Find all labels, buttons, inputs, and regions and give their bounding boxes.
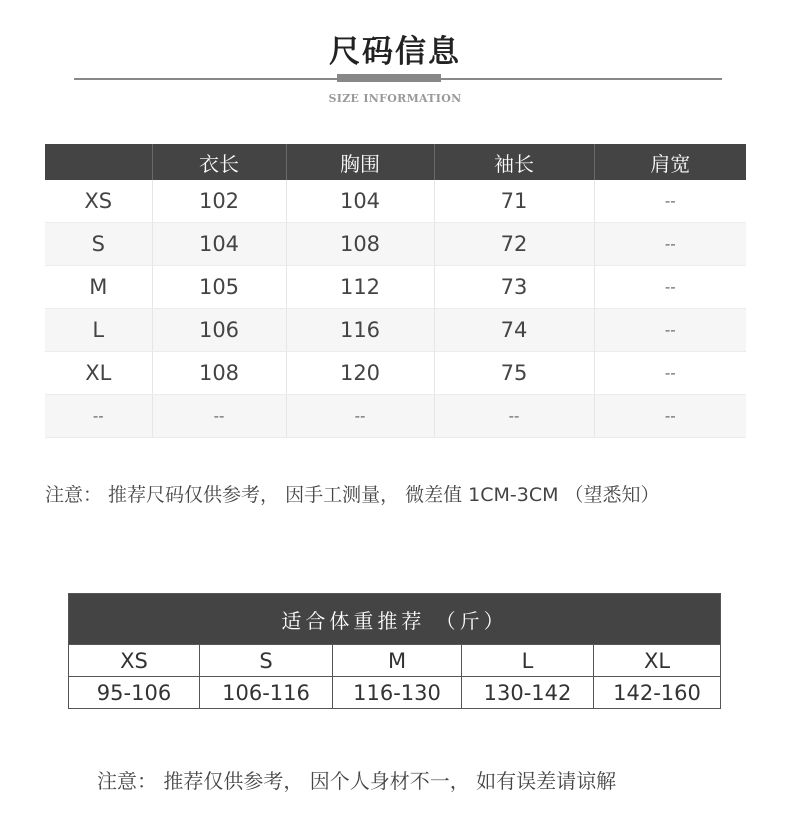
- table-row: [45, 395, 746, 438]
- table-cell: 75: [434, 352, 594, 395]
- table-cell: S: [45, 223, 152, 266]
- weight-size-cell: L: [462, 645, 594, 677]
- table-cell: 112: [286, 266, 434, 309]
- table-cell: XS: [45, 180, 152, 223]
- column-header-sleeve: 袖长: [434, 144, 594, 180]
- weight-size-cell: XS: [69, 645, 200, 677]
- weight-size-cell: M: [333, 645, 462, 677]
- table-cell: --: [594, 180, 746, 223]
- title-divider-accent: [337, 74, 441, 82]
- table-cell: 105: [152, 266, 286, 309]
- table-cell: 104: [152, 223, 286, 266]
- table-cell: L: [45, 309, 152, 352]
- page-subtitle: SIZE INFORMATION: [328, 92, 462, 105]
- weight-table-title: 适合体重推荐 （斤）: [69, 594, 721, 645]
- table-cell: 73: [434, 266, 594, 309]
- weight-size-cell: S: [200, 645, 333, 677]
- weight-range-cell: 130-142: [462, 677, 594, 709]
- weight-size-row: [69, 645, 721, 677]
- size-table: [45, 144, 746, 438]
- table-row: [45, 266, 746, 309]
- table-cell: --: [152, 395, 286, 438]
- table-cell: 102: [152, 180, 286, 223]
- weight-table: [68, 593, 721, 709]
- table-cell: 72: [434, 223, 594, 266]
- table-cell: --: [594, 309, 746, 352]
- column-header-size: [45, 144, 152, 180]
- table-row: [45, 352, 746, 395]
- weight-size-cell: XL: [594, 645, 721, 677]
- table-cell: 108: [152, 352, 286, 395]
- column-header-chest: 胸围: [286, 144, 434, 180]
- column-header-length: 衣长: [152, 144, 286, 180]
- table-cell: 71: [434, 180, 594, 223]
- weight-range-row: [69, 677, 721, 709]
- weight-range-cell: 142-160: [594, 677, 721, 709]
- column-header-shoulder: 肩宽: [594, 144, 746, 180]
- table-cell: --: [286, 395, 434, 438]
- table-cell: --: [594, 352, 746, 395]
- table-cell: --: [45, 395, 152, 438]
- size-note: 注意： 推荐尺码仅供参考， 因手工测量， 微差值 1CM-3CM （望悉知）: [45, 484, 660, 506]
- table-cell: 104: [286, 180, 434, 223]
- weight-range-cell: 106-116: [200, 677, 333, 709]
- table-cell: --: [594, 266, 746, 309]
- weight-note: 注意： 推荐仅供参考， 因个人身材不一， 如有误差请谅解: [97, 769, 617, 793]
- table-cell: XL: [45, 352, 152, 395]
- table-row: [45, 309, 746, 352]
- table-cell: --: [594, 395, 746, 438]
- weight-table-header-row: [69, 594, 721, 645]
- table-cell: M: [45, 266, 152, 309]
- size-table-header-row: [45, 144, 746, 180]
- page-title: 尺码信息: [329, 34, 461, 70]
- table-cell: 108: [286, 223, 434, 266]
- table-cell: --: [434, 395, 594, 438]
- table-cell: --: [594, 223, 746, 266]
- table-row: [45, 223, 746, 266]
- weight-range-cell: 116-130: [333, 677, 462, 709]
- table-row: [45, 180, 746, 223]
- table-cell: 106: [152, 309, 286, 352]
- weight-range-cell: 95-106: [69, 677, 200, 709]
- table-cell: 74: [434, 309, 594, 352]
- table-cell: 116: [286, 309, 434, 352]
- table-cell: 120: [286, 352, 434, 395]
